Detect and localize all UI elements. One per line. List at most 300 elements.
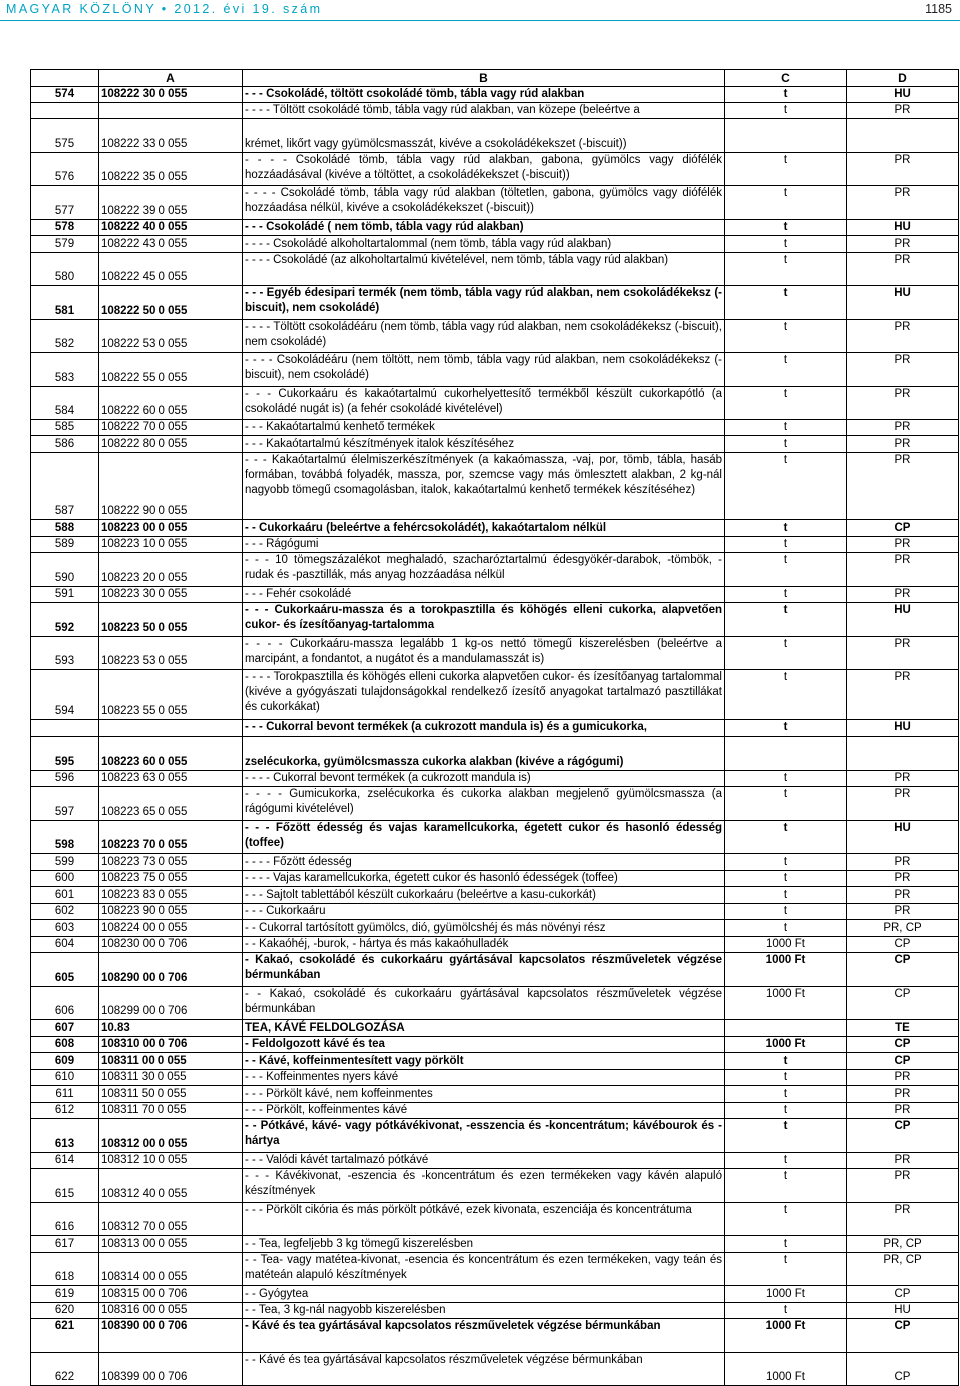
unit: t [725, 1086, 847, 1103]
data-source: CP [847, 1037, 959, 1053]
item-description: - - - - Csokoládé (az alkoholtartalmú kivételével, nem tömb, tábla vagy rúd alakban) [243, 253, 725, 286]
unit: t [725, 1236, 847, 1253]
table-row [31, 1253, 959, 1286]
unit: t [725, 87, 847, 103]
row-number: 618 [31, 1253, 99, 1286]
table-row [31, 937, 959, 953]
table-row [31, 1303, 959, 1319]
unit: 1000 Ft [725, 937, 847, 953]
item-code: 108222 50 0 055 [99, 286, 243, 320]
row-number: 590 [31, 553, 99, 587]
item-description: - - Tea- vagy matétea-kivonat, -esencia és koncentrátum és ezen termékeken, vagy teán és matéteán alapuló készítmények [243, 1253, 725, 1286]
unit: t [725, 1253, 847, 1286]
row-number [31, 720, 99, 737]
table-row [31, 1037, 959, 1053]
row-number: 604 [31, 937, 99, 953]
data-source: HU [847, 220, 959, 236]
row-number [31, 103, 99, 119]
item-code: 108312 00 0 055 [99, 1119, 243, 1153]
data-source: PR [847, 1070, 959, 1086]
item-description: - - Cukorral tartósított gyümölcs, dió, gyümölcshéj és más növényi rész [243, 920, 725, 937]
table-row [31, 720, 959, 737]
data-source [847, 119, 959, 153]
unit: 1000 Ft [725, 987, 847, 1020]
item-code: 108316 00 0 055 [99, 1303, 243, 1319]
item-code: 108222 90 0 055 [99, 453, 243, 520]
unit: t [725, 436, 847, 453]
item-description: - - - - Torokpasztilla és köhögés elleni cukorka alapvetően cukor- és ízesítőanyag tartalommal (kivéve a gyógyászati tulajdonságokkal rendelkező ízesítő anyagokat tartalmazó pasztillákat és cukorkákat) [243, 670, 725, 720]
item-code: 108224 00 0 055 [99, 920, 243, 937]
column-header-row [31, 70, 959, 87]
item-code: 108223 83 0 055 [99, 887, 243, 904]
row-number: 620 [31, 1303, 99, 1319]
row-number: 596 [31, 771, 99, 787]
data-source: PR [847, 553, 959, 587]
table-row [31, 1319, 959, 1353]
table-row [31, 236, 959, 253]
column-header [31, 70, 99, 87]
table-row [31, 987, 959, 1020]
item-description: - - - - Csokoládé tömb, tábla vagy rúd alakban (töltetlen, gabona, gyümölcs vagy diófélék hozzáadása nélkül, kivéve a csokoládékekszet (-biscuit)) [243, 186, 725, 220]
row-number: 575 [31, 119, 99, 153]
table-row [31, 1103, 959, 1119]
item-code: 108222 60 0 055 [99, 387, 243, 420]
unit: t [725, 670, 847, 720]
table-row [31, 119, 959, 153]
item-description: - - Kávé, koffeinmentesített vagy pörkölt [243, 1053, 725, 1070]
table-row [31, 153, 959, 186]
page-header [0, 0, 960, 20]
item-code: 108399 00 0 706 [99, 1353, 243, 1386]
data-source: PR [847, 670, 959, 720]
item-code: 108313 00 0 055 [99, 1236, 243, 1253]
table-row [31, 1086, 959, 1103]
unit: t [725, 920, 847, 937]
unit [725, 1020, 847, 1037]
item-code [99, 720, 243, 737]
item-code: 108299 00 0 706 [99, 987, 243, 1020]
item-description: - - Pótkávé, kávé- vagy pótkávékivonat, -esszencia és -koncentrátum; kávébourok és -hártya [243, 1119, 725, 1153]
data-source: PR [847, 1153, 959, 1169]
data-source: CP [847, 1053, 959, 1070]
data-source: PR [847, 387, 959, 420]
table-row [31, 737, 959, 771]
unit: t [725, 153, 847, 186]
table-row [31, 537, 959, 553]
table-row [31, 186, 959, 220]
item-description: - - - Cukorkaáru-massza és a torokpasztilla és köhögés elleni cukorka, alapvetően cukor- és ízesítőanyag-tartalomma [243, 603, 725, 637]
item-code: 108222 40 0 055 [99, 220, 243, 236]
item-description: - - - - Csokoládéáru (nem töltött, nem tömb, tábla vagy rúd alakban, nem csokoládékeksz (-biscuit), nem csokoládé) [243, 353, 725, 387]
table-row [31, 1070, 959, 1086]
row-number: 595 [31, 737, 99, 771]
data-source: HU [847, 1303, 959, 1319]
data-source: CP [847, 1353, 959, 1386]
data-source: CP [847, 937, 959, 953]
unit: t [725, 1203, 847, 1236]
journal-title: MAGYAR KÖZLÖNY • 2012. évi 19. szám [6, 2, 323, 16]
data-source: PR [847, 320, 959, 353]
item-code: 108315 00 0 706 [99, 1286, 243, 1303]
table-row [31, 520, 959, 537]
data-source: PR [847, 103, 959, 119]
row-number: 599 [31, 854, 99, 871]
data-source: PR [847, 436, 959, 453]
unit: t [725, 1070, 847, 1086]
row-number: 607 [31, 1020, 99, 1037]
unit: t [725, 537, 847, 553]
unit: t [725, 286, 847, 320]
unit: 1000 Ft [725, 1353, 847, 1386]
item-description: - - - Kávékivonat, -eszencia és -koncentrátum és ezen termékeken vagy kávén alapuló készítmények [243, 1169, 725, 1203]
row-number: 601 [31, 887, 99, 904]
row-number: 579 [31, 236, 99, 253]
row-number: 616 [31, 1203, 99, 1236]
table-row [31, 887, 959, 904]
item-code: 108311 70 0 055 [99, 1103, 243, 1119]
table-row [31, 670, 959, 720]
item-description: - - - Cukorral bevont termékek (a cukrozott mandula is) és a gumicukorka, [243, 720, 725, 737]
table-row [31, 1169, 959, 1203]
row-number: 621 [31, 1319, 99, 1353]
unit [725, 737, 847, 771]
unit: t [725, 1119, 847, 1153]
unit: t [725, 420, 847, 436]
row-number: 578 [31, 220, 99, 236]
data-source: PR [847, 887, 959, 904]
item-description: - - - - Cukorral bevont termékek (a cukrozott mandula is) [243, 771, 725, 787]
data-source: HU [847, 720, 959, 737]
unit: t [725, 1153, 847, 1169]
row-number: 600 [31, 871, 99, 887]
data-source: CP [847, 987, 959, 1020]
item-code: 108223 20 0 055 [99, 553, 243, 587]
item-code: 108222 53 0 055 [99, 320, 243, 353]
data-source: PR [847, 420, 959, 436]
item-description: - - Kakaóhéj, -burok, - hártya és más kakaóhulladék [243, 937, 725, 953]
unit: t [725, 320, 847, 353]
row-number: 589 [31, 537, 99, 553]
table-row [31, 553, 959, 587]
data-source: PR [847, 153, 959, 186]
item-description: - - - Sajtolt tablettából készült cukorkaáru (beleértve a kasu-cukorkát) [243, 887, 725, 904]
row-number: 609 [31, 1053, 99, 1070]
unit: t [725, 103, 847, 119]
item-description: - - Kakaó, csokoládé és cukorkaáru gyártásával kapcsolatos részműveletek végzése bérmunkában [243, 987, 725, 1020]
data-source: PR [847, 353, 959, 387]
row-number: 603 [31, 920, 99, 937]
data-source: HU [847, 286, 959, 320]
data-source: PR [847, 871, 959, 887]
table-row [31, 1119, 959, 1153]
item-code: 108390 00 0 706 [99, 1319, 243, 1353]
data-source: PR [847, 587, 959, 603]
unit: t [725, 587, 847, 603]
item-description: - - - 10 tömegszázalékot meghaladó, szacharóztartalmú édesgyökér-darabok, -tömbök, -rudak és -pasztillák, más anyag hozzáadása nélkül [243, 553, 725, 587]
item-description: - - - Valódi kávét tartalmazó pótkávé [243, 1153, 725, 1169]
item-code: 108222 35 0 055 [99, 153, 243, 186]
unit: 1000 Ft [725, 953, 847, 987]
data-source: PR [847, 1169, 959, 1203]
data-source: PR, CP [847, 1253, 959, 1286]
item-code: 108223 75 0 055 [99, 871, 243, 887]
table-row [31, 904, 959, 920]
row-number: 581 [31, 286, 99, 320]
data-source: PR [847, 854, 959, 871]
data-source: PR [847, 637, 959, 670]
item-code: 10.83 [99, 1020, 243, 1037]
item-code: 108223 63 0 055 [99, 771, 243, 787]
table-row [31, 253, 959, 286]
header-rule [0, 20, 960, 21]
row-number: 619 [31, 1286, 99, 1303]
row-number: 587 [31, 453, 99, 520]
row-number: 617 [31, 1236, 99, 1253]
item-code: 108222 80 0 055 [99, 436, 243, 453]
table-row [31, 1153, 959, 1169]
unit: t [725, 220, 847, 236]
column-header: D [847, 70, 959, 87]
item-description: - - Kávé és tea gyártásával kapcsolatos részműveletek végzése bérmunkában [243, 1353, 725, 1386]
row-number: 585 [31, 420, 99, 436]
data-source: PR [847, 453, 959, 520]
table-row [31, 1286, 959, 1303]
table-row [31, 220, 959, 236]
unit: 1000 Ft [725, 1286, 847, 1303]
table-row [31, 587, 959, 603]
table-row [31, 286, 959, 320]
data-source: CP [847, 1286, 959, 1303]
data-source: PR [847, 253, 959, 286]
data-source: CP [847, 953, 959, 987]
unit: t [725, 720, 847, 737]
row-number: 588 [31, 520, 99, 537]
unit: t [725, 1169, 847, 1203]
item-description: - Kávé és tea gyártásával kapcsolatos részműveletek végzése bérmunkában [243, 1319, 725, 1353]
row-number: 602 [31, 904, 99, 920]
row-number: 582 [31, 320, 99, 353]
unit: t [725, 871, 847, 887]
item-code: 108222 33 0 055 [99, 119, 243, 153]
unit: t [725, 353, 847, 387]
row-number: 591 [31, 587, 99, 603]
row-number: 577 [31, 186, 99, 220]
row-number: 613 [31, 1119, 99, 1153]
item-description: - - Tea, 3 kg-nál nagyobb kiszerelésben [243, 1303, 725, 1319]
table-row [31, 353, 959, 387]
item-code [99, 103, 243, 119]
unit: t [725, 553, 847, 587]
row-number: 594 [31, 670, 99, 720]
table-row [31, 1203, 959, 1236]
item-code: 108312 40 0 055 [99, 1169, 243, 1203]
item-code: 108223 30 0 055 [99, 587, 243, 603]
data-source: PR [847, 1103, 959, 1119]
table-row [31, 103, 959, 119]
row-number: 583 [31, 353, 99, 387]
item-code: 108311 50 0 055 [99, 1086, 243, 1103]
data-source: CP [847, 1319, 959, 1353]
item-code: 108223 50 0 055 [99, 603, 243, 637]
table-row [31, 1020, 959, 1037]
row-number: 584 [31, 387, 99, 420]
unit: t [725, 854, 847, 871]
item-code: 108223 10 0 055 [99, 537, 243, 553]
table-row [31, 436, 959, 453]
unit: t [725, 887, 847, 904]
item-code: 108311 00 0 055 [99, 1053, 243, 1070]
data-source: PR [847, 787, 959, 821]
row-number: 614 [31, 1153, 99, 1169]
row-number: 598 [31, 821, 99, 854]
column-header: C [725, 70, 847, 87]
item-code: 108223 73 0 055 [99, 854, 243, 871]
item-code: 108222 70 0 055 [99, 420, 243, 436]
data-source: HU [847, 603, 959, 637]
row-number: 574 [31, 87, 99, 103]
unit: t [725, 1303, 847, 1319]
item-code: 108223 90 0 055 [99, 904, 243, 920]
row-number: 593 [31, 637, 99, 670]
item-code: 108223 65 0 055 [99, 787, 243, 821]
data-source: CP [847, 520, 959, 537]
unit: t [725, 253, 847, 286]
column-header: B [243, 70, 725, 87]
item-description: - - - Cukorkaáru és kakaótartalmú cukorhelyettesítő termékből készült cukorkapótló (a csokoládé nugát is) (a fehér csokoládé kivételével) [243, 387, 725, 420]
unit: t [725, 1103, 847, 1119]
data-source: PR [847, 537, 959, 553]
item-description: - - - Pörkölt cikória és más pörkölt pótkávé, ezek kivonata, eszenciája és koncentrátuma [243, 1203, 725, 1236]
item-description: - - - Cukorkaáru [243, 904, 725, 920]
row-number: 610 [31, 1070, 99, 1086]
row-number: 605 [31, 953, 99, 987]
item-code: 108222 43 0 055 [99, 236, 243, 253]
item-description: - - - Csokoládé, töltött csokoládé tömb, tábla vagy rúd alakban [243, 87, 725, 103]
table-row [31, 854, 959, 871]
item-description: - - - Rágógumi [243, 537, 725, 553]
table-row [31, 637, 959, 670]
item-description: krémet, likőrt vagy gyümölcsmasszát, kivéve a csokoládékekszet (-biscuit)) [243, 119, 725, 153]
item-description: - - - - Cukorkaáru-massza legalább 1 kg-os nettó tömegű kiszerelésben (beleértve a marcipánt, a fondantot, a nugátot és a mandulamasszát is) [243, 637, 725, 670]
item-description: - - - - Vajas karamellcukorka, égetett cukor és hasonló édességek (toffee) [243, 871, 725, 887]
item-description: - - - Kakaótartalmú élelmiszerkészítmények (a kakaómassza, -vaj, por, tömb, tábla, hasáb formában, továbbá folyadék, massza, por, szemcse vagy más ömlesztett alakban, 2 kg-nál nagyobb tömegű csomagolásban, italok, kakaótartalmú kenhető termékek készítéséhez) [243, 453, 725, 520]
data-source: TE [847, 1020, 959, 1037]
table-row [31, 387, 959, 420]
row-number: 592 [31, 603, 99, 637]
item-code: 108223 70 0 055 [99, 821, 243, 854]
item-code: 108222 30 0 055 [99, 87, 243, 103]
item-code: 108223 60 0 055 [99, 737, 243, 771]
unit: t [725, 821, 847, 854]
item-description: TEA, KÁVÉ FELDOLGOZÁSA [243, 1020, 725, 1037]
item-code: 108230 00 0 706 [99, 937, 243, 953]
row-number: 615 [31, 1169, 99, 1203]
unit: t [725, 637, 847, 670]
item-description: - - - Fehér csokoládé [243, 587, 725, 603]
item-description: - Kakaó, csokoládé és cukorkaáru gyártásával kapcsolatos részműveletek végzése bérmunkában [243, 953, 725, 987]
item-code: 108310 00 0 706 [99, 1037, 243, 1053]
table-row [31, 1053, 959, 1070]
data-source: PR [847, 904, 959, 920]
row-number: 597 [31, 787, 99, 821]
item-code: 108290 00 0 706 [99, 953, 243, 987]
data-source: CP [847, 1119, 959, 1153]
unit: t [725, 787, 847, 821]
item-description: - - - - Csokoládé tömb, tábla vagy rúd alakban, gabona, gyümölcs vagy diófélék hozzáadásával (kivéve a töltöttet, a csokoládékekszet (-biscuit)) [243, 153, 725, 186]
table-row [31, 603, 959, 637]
data-source: HU [847, 87, 959, 103]
item-description: - - - Kakaótartalmú kenhető termékek [243, 420, 725, 436]
item-description: - - - Egyéb édesipari termék (nem tömb, tábla vagy rúd alakban, nem csokoládékeksz (-biscuit), nem csokoládé) [243, 286, 725, 320]
item-description: zselécukorka, gyümölcsmassza cukorka alakban (kivéve a rágógumi) [243, 737, 725, 771]
data-source: PR [847, 771, 959, 787]
item-description: - - - - Gumicukorka, zselécukorka és cukorka alakban megjelenő gyümölcsmassza (a rágógumi kivételével) [243, 787, 725, 821]
unit: 1000 Ft [725, 1037, 847, 1053]
unit: t [725, 771, 847, 787]
item-description: - - - Pörkölt, koffeinmentes kávé [243, 1103, 725, 1119]
table-row [31, 771, 959, 787]
table-row [31, 787, 959, 821]
item-description: - - Gyógytea [243, 1286, 725, 1303]
row-number: 586 [31, 436, 99, 453]
item-description: - - Cukorkaáru (beleértve a fehércsokoládét), kakaótartalom nélkül [243, 520, 725, 537]
item-code: 108312 70 0 055 [99, 1203, 243, 1236]
unit: t [725, 186, 847, 220]
row-number: 580 [31, 253, 99, 286]
data-source: PR, CP [847, 1236, 959, 1253]
item-code: 108223 55 0 055 [99, 670, 243, 720]
table-row [31, 1236, 959, 1253]
item-code: 108314 00 0 055 [99, 1253, 243, 1286]
column-header: A [99, 70, 243, 87]
table-row [31, 953, 959, 987]
table-row [31, 453, 959, 520]
item-description: - - - Pörkölt kávé, nem koffeinmentes [243, 1086, 725, 1103]
unit: 1000 Ft [725, 1319, 847, 1353]
product-code-table [30, 69, 959, 1386]
table-row [31, 87, 959, 103]
item-description: - Feldolgozott kávé és tea [243, 1037, 725, 1053]
table-row [31, 420, 959, 436]
table-row [31, 821, 959, 854]
data-source [847, 737, 959, 771]
data-source: PR [847, 1086, 959, 1103]
item-code: 108222 45 0 055 [99, 253, 243, 286]
unit: t [725, 603, 847, 637]
data-source: PR, CP [847, 920, 959, 937]
unit: t [725, 1053, 847, 1070]
data-source: PR [847, 1203, 959, 1236]
item-description: - - - Főzött édesség és vajas karamellcukorka, égetett cukor és hasonló édesség (toffee) [243, 821, 725, 854]
row-number: 576 [31, 153, 99, 186]
item-code: 108311 30 0 055 [99, 1070, 243, 1086]
item-code: 108312 10 0 055 [99, 1153, 243, 1169]
unit: t [725, 520, 847, 537]
data-source: PR [847, 186, 959, 220]
row-number: 622 [31, 1353, 99, 1386]
item-description: - - - - Töltött csokoládé tömb, tábla vagy rúd alakban, van közepe (beleértve a [243, 103, 725, 119]
row-number: 608 [31, 1037, 99, 1053]
item-description: - - - - Töltött csokoládéáru (nem tömb, tábla vagy rúd alakban, nem csokoládékeksz (-biscuit), nem csokoládé) [243, 320, 725, 353]
data-source: HU [847, 821, 959, 854]
item-description: - - - Csokoládé ( nem tömb, tábla vagy rúd alakban) [243, 220, 725, 236]
item-code: 108222 55 0 055 [99, 353, 243, 387]
item-code: 108223 00 0 055 [99, 520, 243, 537]
item-description: - - - Kakaótartalmú készítmények italok készítéséhez [243, 436, 725, 453]
unit: t [725, 236, 847, 253]
row-number: 611 [31, 1086, 99, 1103]
item-code: 108222 39 0 055 [99, 186, 243, 220]
